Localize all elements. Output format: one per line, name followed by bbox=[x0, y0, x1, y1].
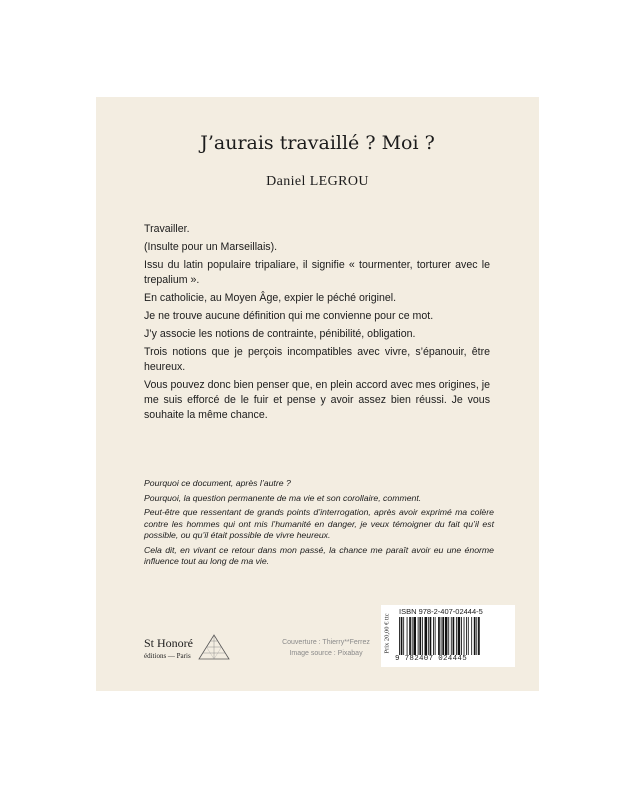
image-source-credit: Image source : Pixabay bbox=[289, 650, 363, 657]
ean-number: 9 782407 024445 bbox=[395, 655, 468, 663]
body-paragraph: Vous pouvez donc bien penser que, en plein accord avec mes origines, je me suis efforcé de le fuir et pense y avoir assez bien réussi. Je vous souhaite la même chance. bbox=[144, 379, 490, 421]
author-name: Daniel LEGROU bbox=[266, 174, 369, 189]
blurb-paragraph: Cela dit, en vivant ce retour dans mon passé, la chance me paraît avoir eu une énorme influence tout au long de ma vie. bbox=[144, 544, 494, 566]
blurb-text bbox=[144, 478, 494, 571]
body-paragraph: Je ne trouve aucune définition qui me convienne pour ce mot. bbox=[144, 310, 434, 322]
blurb-paragraph: Peut-être que ressentant de grands points d’interrogation, après avoir exprimé ma colère contre les hommes qui ont mis l’humanité en danger, je veux témoigner du fait qu’il est possible, ou qu’il était possible de vivre heureux. bbox=[144, 507, 494, 540]
body-paragraph: J’y associe les notions de contrainte, pénibilité, obligation. bbox=[144, 328, 416, 340]
blurb-paragraph: Pourquoi, la question permanente de ma vie et son corollaire, comment. bbox=[144, 492, 422, 503]
body-paragraph: (Insulte pour un Marseillais). bbox=[144, 241, 278, 253]
body-text bbox=[144, 222, 490, 426]
body-paragraph: Trois notions que je perçois incompatibles avec vivre, s’épanouir, être heureux. bbox=[144, 346, 490, 373]
blurb-paragraph: Pourquoi ce document, après l’autre ? bbox=[144, 478, 291, 488]
book-title: J’aurais travaillé ? Moi ? bbox=[200, 132, 435, 154]
pyramid-icon bbox=[197, 633, 231, 661]
body-paragraph: Travailler. bbox=[144, 223, 190, 235]
price-label: Prix 20,00 € ttc bbox=[383, 613, 391, 654]
publisher-subtitle: éditions — Paris bbox=[144, 652, 191, 660]
back-cover bbox=[96, 97, 539, 691]
cover-credit: Couverture : Thierry**Ferrez bbox=[282, 639, 370, 646]
isbn-label: ISBN 978-2-407-02444-5 bbox=[399, 607, 483, 616]
publisher-name: St Honoré bbox=[144, 636, 193, 650]
cover-credits bbox=[271, 637, 381, 659]
body-paragraph: En catholicie, au Moyen Âge, expier le péché originel. bbox=[144, 292, 397, 304]
barcode-icon bbox=[397, 617, 513, 655]
isbn-barcode-box bbox=[381, 605, 515, 667]
body-paragraph: Issu du latin populaire tripaliare, il signifie « tourmenter, torturer avec le trepalium ». bbox=[144, 259, 490, 286]
publisher-logo bbox=[144, 632, 244, 668]
